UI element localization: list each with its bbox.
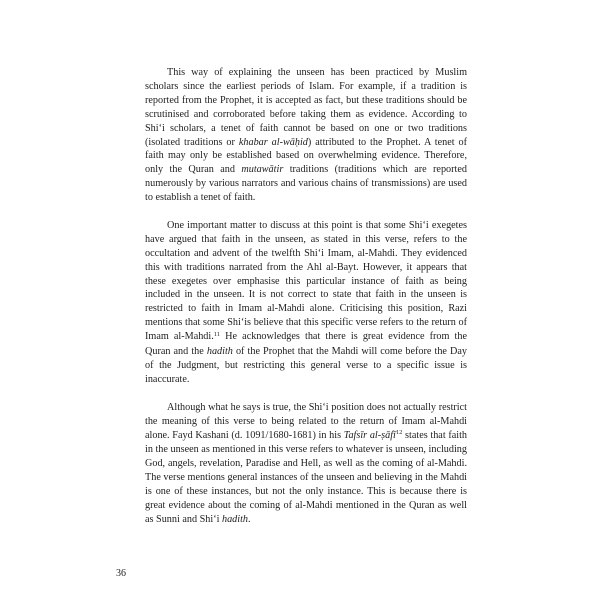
- text-run: traditions (traditions which are reported numerously by various narrators and various chains of transmissions) are used to establish a tenet of faith.: [145, 164, 467, 204]
- paragraph-2: [145, 219, 467, 387]
- italic-title-tafsir-al-safi: Tafsīr al-ṣāfī: [343, 429, 396, 441]
- text-run: This way of explaining the unseen has been practiced by Muslim scholars since the earliest periods of Islam. For example, if a tradition is reported from the Prophet, it is accepted as fact, but these traditions should be scrutinised and corroborated before taking them as evidence. According to Shi‘i scholars, a tenet of faith cannot be based on one or two traditions (isolated traditions or: [145, 67, 467, 148]
- italic-term-mutawatir: mutawātir: [241, 164, 284, 176]
- text-run: .: [248, 513, 251, 525]
- text-run: states that faith in the unseen as mentioned in this verse refers to whatever is unseen, including God, angels, revelation, Paradise and Hell, as well as the coming of al-Mahdi. The verse mentions general instances of the unseen and believing in the Mahdi is one of these instances, but not the only instance. This is because there is great evidence about the coming of al-Mahdi mentioned in the Quran as well as Sunni and Shi‘i: [145, 429, 467, 525]
- text-run: ) attributed to the Prophet. A tenet of faith may only be established based on overwhelming evidence. Therefore, only the Quran and: [145, 136, 467, 176]
- footnote-ref-11: 11: [213, 330, 221, 338]
- italic-term-hadith: hadith: [206, 346, 233, 358]
- text-run: One important matter to discuss at this point is that some Shi‘i exegetes have argued that faith in the unseen, as stated in this verse, refers to the occultation and advent of the twelfth Shi‘i Imam, al-Mahdi. They evidenced this with traditions narrated from the Ahl al-Bayt. However, it appears that these exegetes over emphasise this particular instance of faith as being included in the unseen. It is not correct to state that faith in the unseen is restricted to faith in Imam al-Mahdi alone. Criticising this position, Razi mentions that some Shi‘is believe that this specific verse refers to the return of Imam al-Mahdi.: [145, 219, 467, 343]
- italic-term-khabar-al-wahid: khabar al-wāḥid: [238, 136, 308, 148]
- footnote-ref-12: 12: [395, 429, 403, 437]
- paragraph-1: [145, 66, 467, 205]
- paragraph-3: [145, 401, 467, 527]
- body-text: [145, 66, 467, 527]
- text-run: Although what he says is true, the Shi‘i position does not actually restrict the meaning of this verse to being related to the return of Imam al-Mahdi alone. Fayd Kashani (d. 1091/1680-1681) in his: [145, 401, 467, 441]
- text-run: He acknowledges that there is great evidence from the Quran and the: [145, 331, 467, 358]
- page-number: 36: [116, 568, 126, 579]
- text-run: of the Prophet that the Mahdi will come before the Day of the Judgment, but restricting this general verse to a specific issue is inaccurate.: [145, 346, 467, 385]
- italic-term-hadith: hadith: [221, 513, 249, 525]
